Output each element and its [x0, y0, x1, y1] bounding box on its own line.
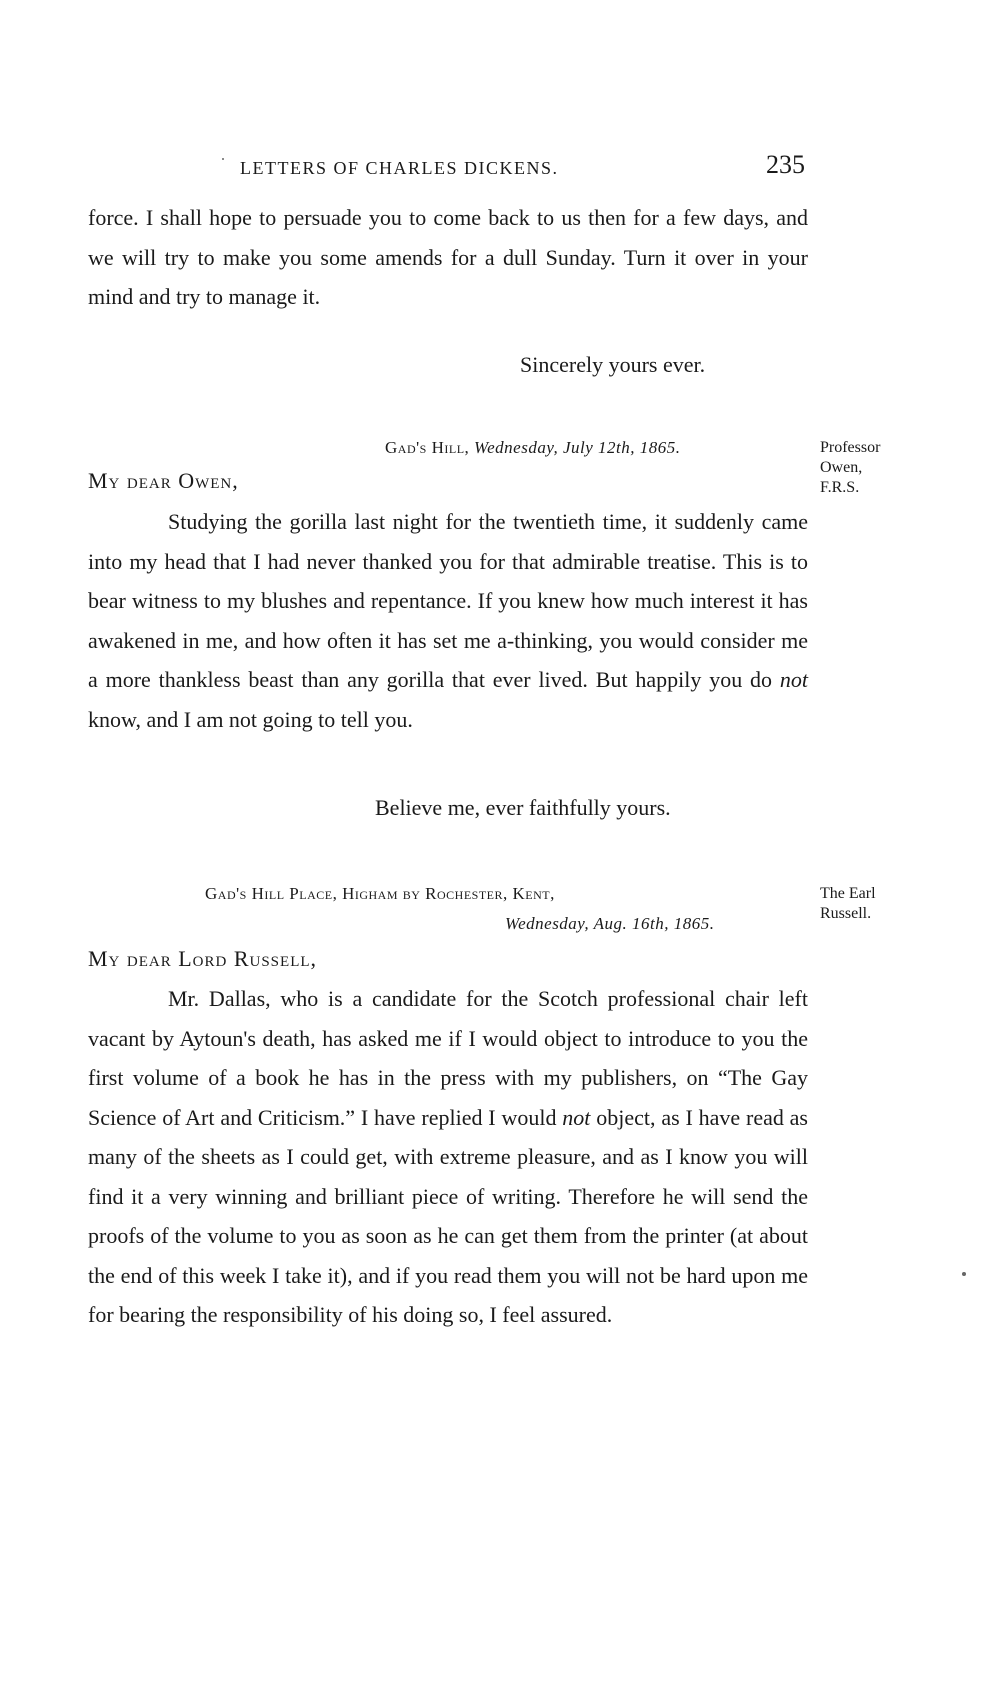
letter3-recipient-note	[820, 884, 940, 924]
letter2-paragraph-text: Studying the gorilla last night for the twentieth time, it suddenly came into my head that I had never thanked you for that admirable treatise. This is to bear witness to my blushes and repentance. If you knew how much interest it has awakened in me, and how often it has set me a-thinking, you would consider me a more thankless beast than any gorilla that ever lived. But happily you do	[88, 509, 808, 692]
letter3-salutation: My dear Lord Russell,	[88, 946, 318, 971]
recipient-note-line: F.R.S.	[820, 479, 860, 496]
letter2-paragraph	[88, 502, 808, 739]
letter2-sign-off: Believe me, ever faithfully yours.	[375, 795, 671, 820]
paper-speck	[962, 1272, 966, 1276]
letter2-salutation: My dear Owen,	[88, 468, 239, 493]
letter2-emphasis: not	[779, 667, 808, 692]
letter2-dateline-place: Gad's Hill,	[385, 438, 475, 457]
letter1-closing-paragraph: force. I shall hope to persuade you to come back to us then for a few days, and we will try to make you some amends for a dull Sunday. Turn it over in your mind and try to manage it.	[88, 205, 808, 309]
letter2-paragraph-text-end: know, and I am not going to tell you.	[88, 706, 413, 732]
running-title: LETTERS OF CHARLES DICKENS.	[240, 158, 559, 178]
letter2-dateline-date: Wednesday, July 12th, 1865.	[474, 438, 681, 457]
letter3-paragraph-text: Mr. Dallas, who is a candidate for the Scotch professional chair left vacant by Aytoun's death, has asked me if I would object to introduce to you the first volume of a book he has in the press with my publishers, on “The Gay Science of Art and Criticism.” I have replied I would	[88, 986, 808, 1130]
paper-speck	[222, 158, 224, 160]
letter3-date-text: Wednesday, Aug. 16th, 1865.	[505, 914, 715, 933]
letter3-dateline-place: Gad's Hill Place, Higham by Rochester, Kent,	[205, 884, 555, 903]
page-header	[240, 150, 805, 190]
letter2-recipient-note	[820, 438, 940, 498]
recipient-note-line: Professor	[820, 439, 881, 456]
letter3-emphasis: not	[562, 1104, 591, 1130]
letter3-dateline-date	[505, 914, 714, 934]
page-number: 235	[766, 150, 805, 179]
letter3-paragraph-text-end: object, as I have read as many of the sheets as I could get, with extreme pleasure, and as I know you will find it a very winning and brilliant piece of writing. Therefore he will send the proofs of the volume to you as soon as he can get them from the printer (at about the end of this week I take it), and if you read them you will not be hard upon me for bearing the responsibility of his doing so, I feel assured.	[88, 1104, 808, 1327]
letter1-sign-off: Sincerely yours ever.	[520, 352, 706, 377]
recipient-note-line: Russell.	[820, 905, 872, 922]
recipient-note-line: The Earl	[820, 885, 876, 902]
letter3-paragraph	[88, 979, 808, 1335]
recipient-note-line: Owen,	[820, 459, 863, 476]
letter2-dateline	[385, 438, 680, 458]
